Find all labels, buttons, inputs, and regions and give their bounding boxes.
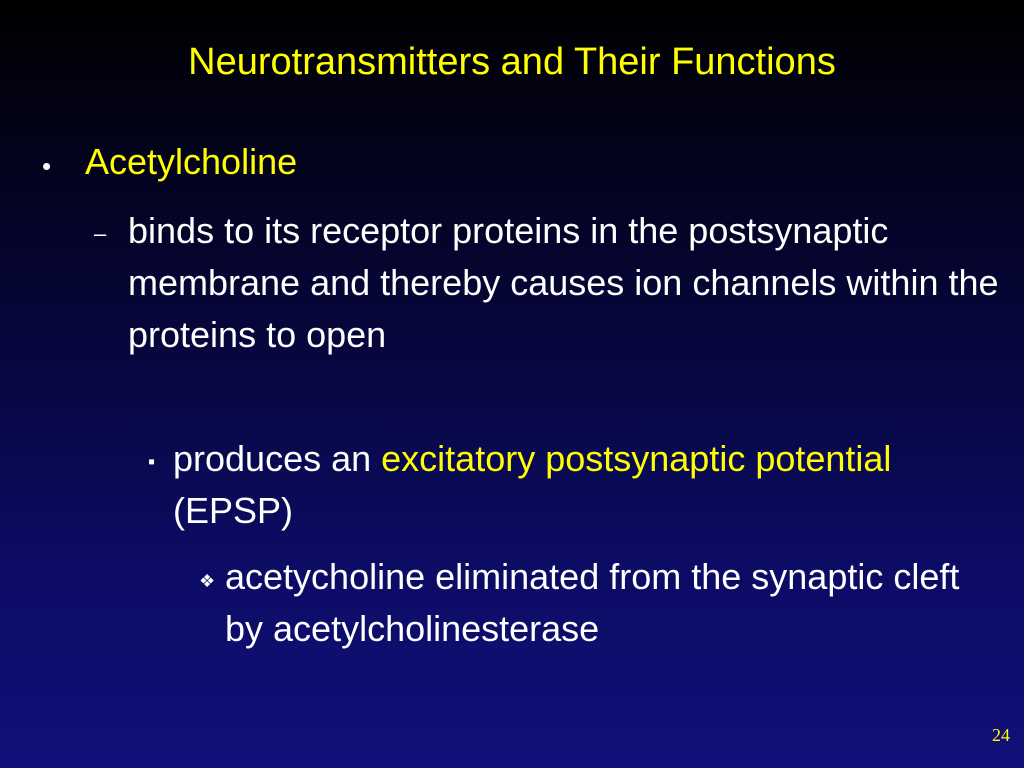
epsp-highlight: excitatory postsynaptic potential	[381, 438, 892, 479]
bullet-level3-text-after: (EPSP)	[173, 490, 294, 531]
square-marker-level3: ▪	[148, 451, 156, 473]
bullet-marker-level1: •	[42, 151, 52, 181]
diamond-marker-level4: ❖	[199, 571, 216, 591]
bullet-level4-elimination: acetycholine eliminated from the synaptic cleft by acetylcholinesterase	[225, 556, 960, 649]
slide-title: Neurotransmitters and Their Functions	[188, 41, 836, 83]
bullet-level3-epsp	[173, 433, 993, 537]
bullet-level1-acetylcholine: Acetylcholine	[85, 141, 298, 182]
page-number: 24	[992, 725, 1010, 745]
dash-marker-level2: –	[94, 221, 107, 246]
bullet-level2-receptor-binding: binds to its receptor proteins in the postsynaptic membrane and thereby causes ion channels within the proteins to open	[128, 210, 999, 355]
bullet-level3-text-before: produces an	[173, 438, 382, 479]
